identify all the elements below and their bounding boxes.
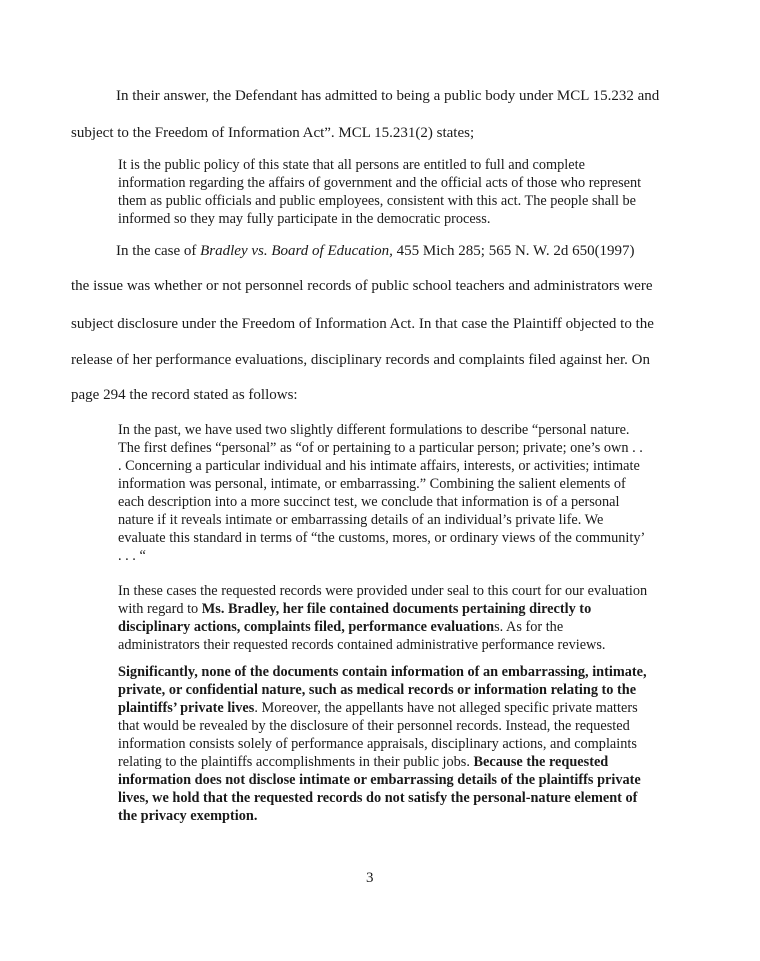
paragraph-2-line-3: subject disclosure under the Freedom of Information Act. In that case the Plaintiff objected to the (71, 316, 654, 332)
paragraph-1-line-2: subject to the Freedom of Information Act”. MCL 15.231(2) states; (71, 125, 475, 141)
block-quote-mcl (118, 156, 648, 228)
paragraph-2-line-4: release of her performance evaluations, disciplinary records and complaints filed against her. On (71, 352, 650, 368)
block-quote-holding-text (118, 663, 648, 825)
block-quote-records-text (118, 582, 648, 654)
paragraph-2-line-1 (116, 243, 635, 260)
holding-middle: . Moreover, the appellants have not alleged specific private matters that would be revealed by the disclosure of their personnel records. Instead, the requested information consists solely of performance appraisals, disciplinary actions, and complaints relating to the plaintiffs accomplishments in their public jobs. (118, 700, 638, 770)
holding-bold-2: Because the requested information does not disclose intimate or embarrassing details of the plaintiffs private lives, we hold that the requested records do not satisfy the personal-nature element of the privacy exemption (118, 754, 641, 824)
block-quote-mcl-text: It is the public policy of this state that all persons are entitled to full and complete information regarding the affairs of government and the official acts of those who represent them as public officials and public employees, consistent with this act. The people shall be informed so they may fully participate in the democratic process. (118, 157, 642, 227)
case-citation: 455 Mich 285; 565 N. W. 2d 650(1997) (392, 243, 635, 259)
case-name: Bradley vs. Board of Education, (200, 243, 393, 259)
paragraph-2-intro: In the case of (116, 243, 201, 259)
block-quote-personal-nature (118, 421, 648, 565)
block-quote-holding (118, 663, 648, 825)
records-bold-text: Ms. Bradley, her file contained documents pertaining directly to disciplinary actions, complaints filed, performance evaluation (118, 601, 592, 635)
holding-period: . (253, 808, 258, 824)
page-number: 3 (366, 870, 374, 886)
records-intro: In these cases the requested records were provided under seal to this court for our evaluation with regard to (118, 583, 648, 617)
paragraph-2-line-5: page 294 the record stated as follows: (71, 387, 298, 403)
records-tail: s. As for the administrators their requested records contained administrative performance reviews. (118, 619, 606, 653)
paragraph-1-line-1: In their answer, the Defendant has admitted to being a public body under MCL 15.232 and (116, 88, 660, 104)
paragraph-2-line-2: the issue was whether or not personnel records of public school teachers and administrators were (71, 278, 653, 294)
block-quote-records (118, 582, 648, 654)
holding-bold-1: Significantly, none of the documents contain information of an embarrassing, intimate, private, or confidential nature, such as medical records or information relating to the plaintiffs’ private lives (118, 664, 647, 716)
block-quote-personal-nature-text: In the past, we have used two slightly different formulations to describe “personal nature. The first defines “personal” as “of or pertaining to a particular person; private; one’s own . . . Concerning a particular individual and his intimate affairs, interests, or activities; intimate information was personal, intimate, or embarrassing.” Combining the salient elements of each description into a more succinct test, we conclude that information is of a personal nature if it reveals intimate or embarrassing details of an individual’s private life. We evaluate this standard in terms of “the customs, mores, or ordinary views of the community’ . . . “ (118, 422, 645, 564)
